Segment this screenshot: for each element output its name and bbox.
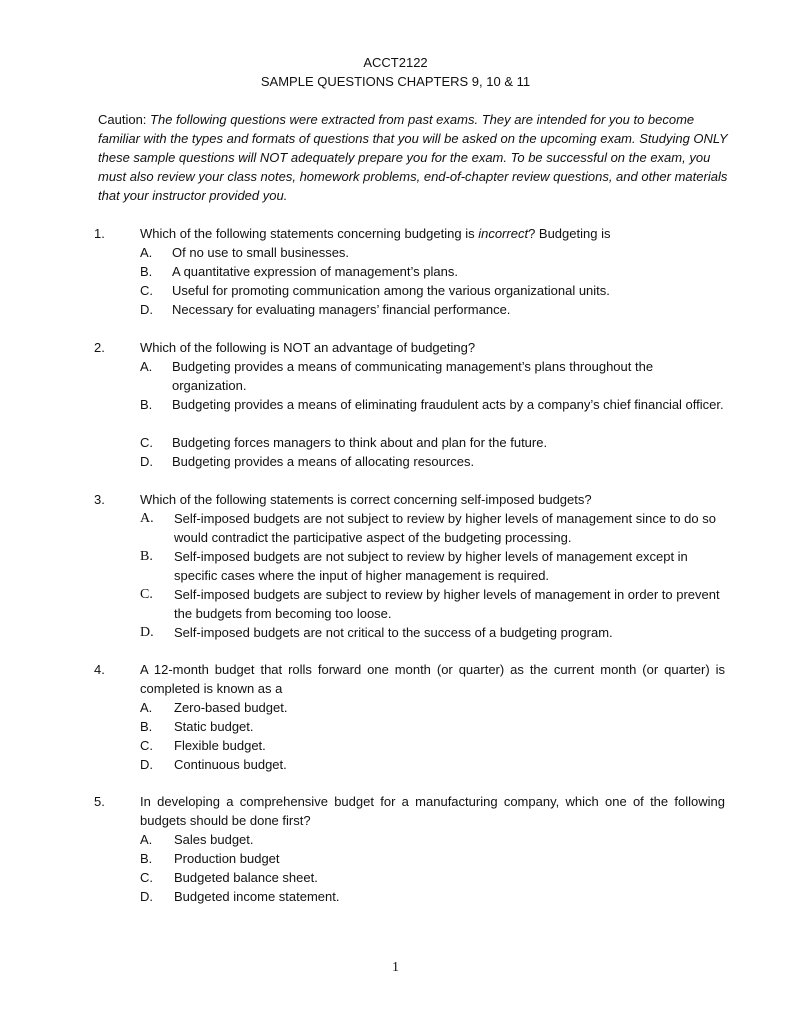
caution-text: The following questions were extracted from past exams. They are intended for you to become familiar with the types and formats of questions that you will be asked on the upcoming exam. Studying ONLY these sample questions will NOT adequately prepare you for the exam. To be successful on the exam, you must also review your class notes, homework problems, end-of-chapter review questions, and other materials that your instructor provided you. [98,112,728,203]
question-stem: In developing a comprehensive budget for a manufacturing company, which one of the following budgets should be done first? [140,794,725,828]
question-number: 5. [94,794,105,809]
stem-emphasis: incorrect [478,226,529,241]
option-text: Production budget [174,851,280,866]
option-letter: D. [140,625,154,640]
option-letter: A. [140,700,153,715]
option-text: Of no use to small businesses. [172,245,350,260]
option-text: Flexible budget. [174,738,266,753]
option-text: Useful for promoting communication among the various organizational units. [172,283,610,298]
option-letter: D. [140,302,153,317]
option-letter: B. [140,851,153,866]
option-text: Necessary for evaluating managers’ financial performance. [172,302,511,317]
option-text: Budgeting provides a means of eliminating fraudulent acts by a company’s chief financial officer. [172,397,724,412]
option-letter: D. [140,757,153,772]
page-number: 1 [392,960,399,975]
option-text: Self-imposed budgets are subject to review by higher levels of management in order to prevent the budgets from becoming too loose. [174,587,720,621]
option-text: Budgeting provides a means of allocating resources. [172,454,475,469]
option-letter: C. [140,870,153,885]
question-number: 2. [94,340,105,355]
option-text: Self-imposed budgets are not subject to review by higher levels of management since to do so would contradict the participative aspect of the budgeting processing. [174,511,716,545]
question-stem [140,224,725,243]
option-letter: A. [140,511,154,526]
option-text: A quantitative expression of management’s plans. [172,264,458,279]
option-letter: C. [140,435,153,450]
question-number: 1. [94,226,105,241]
option-text: Budgeting forces managers to think about and plan for the future. [172,435,548,450]
option-letter: C. [140,587,153,602]
option-letter: B. [140,264,153,279]
caution-paragraph [98,110,728,205]
question-stem: A 12-month budget that rolls forward one month (or quarter) as the current month (or quarter) is completed is known as a [140,662,725,696]
option-text: Sales budget. [174,832,254,847]
option-text: Self-imposed budgets are not critical to the success of a budgeting program. [174,625,613,640]
option-text: Budgeted income statement. [174,889,340,904]
stem-text: Which of the following statements concerning budgeting is [140,226,479,241]
option-letter: D. [140,889,153,904]
question-number: 3. [94,492,105,507]
option-text: Zero-based budget. [174,700,288,715]
document-title: SAMPLE QUESTIONS CHAPTERS 9, 10 & 11 [260,74,531,89]
question-stem: Which of the following is NOT an advantage of budgeting? [140,340,476,355]
option-letter: B. [140,719,153,734]
option-letter: C. [140,738,153,753]
option-letter: A. [140,359,153,374]
option-letter: B. [140,397,153,412]
caution-label: Caution: [98,112,151,127]
option-letter: C. [140,283,153,298]
option-letter: A. [140,832,153,847]
option-text: Budgeted balance sheet. [174,870,318,885]
option-text: Continuous budget. [174,757,287,772]
question-number: 4. [94,662,105,677]
course-code: ACCT2122 [363,55,428,70]
question-stem: Which of the following statements is correct concerning self-imposed budgets? [140,492,592,507]
option-letter: A. [140,245,153,260]
stem-text: ? Budgeting is [528,226,611,241]
option-letter: D. [140,454,153,469]
option-text: Budgeting provides a means of communicating management’s plans throughout the organization. [172,359,654,393]
option-text: Static budget. [174,719,254,734]
option-letter: B. [140,549,153,564]
option-text: Self-imposed budgets are not subject to review by higher levels of management except in specific cases where the input of higher management is required. [174,549,688,583]
